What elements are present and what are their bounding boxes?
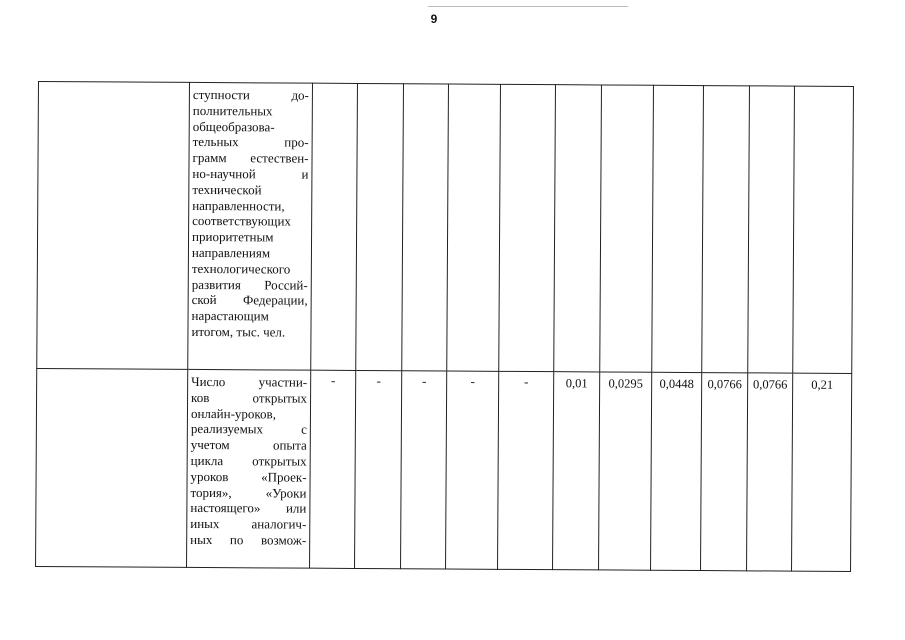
description-line: тория», «Уроки bbox=[190, 484, 307, 501]
table-row bbox=[36, 368, 852, 571]
description-line: ступности до- bbox=[192, 86, 309, 103]
value-cell bbox=[600, 85, 654, 372]
value-cell: - bbox=[310, 370, 356, 568]
value-cell bbox=[356, 83, 404, 370]
description-line: настоящего» или bbox=[190, 500, 307, 517]
description-line: полнительных bbox=[192, 102, 273, 119]
description-line: ской Федерации, bbox=[191, 292, 308, 309]
value-cell: - bbox=[446, 371, 499, 569]
value-cell bbox=[702, 86, 750, 373]
value-cell: - bbox=[355, 370, 402, 568]
indicator-description bbox=[187, 369, 311, 568]
value-cell bbox=[447, 84, 501, 371]
value-cell bbox=[793, 86, 854, 373]
value-cell bbox=[652, 85, 704, 372]
description-line: грамм естествен- bbox=[192, 150, 309, 166]
value-cell bbox=[311, 83, 358, 370]
value-cell bbox=[499, 84, 556, 371]
description-line: ков открытых bbox=[191, 389, 308, 406]
description-line: цикла открытых bbox=[190, 452, 307, 469]
description-line: соответствующих bbox=[192, 213, 291, 229]
page-number: 9 bbox=[430, 12, 438, 26]
description-line: уроков «Проек- bbox=[190, 468, 307, 485]
value-cell: 0,0448 bbox=[651, 372, 702, 570]
description-line: но-научной и bbox=[192, 165, 309, 182]
table-container bbox=[35, 81, 854, 572]
description-line: онлайн-уроков, bbox=[190, 405, 277, 422]
value-cell: 0,01 bbox=[553, 372, 600, 570]
description-line: технологического bbox=[191, 260, 291, 277]
description-line: приоритетным bbox=[192, 229, 274, 245]
description-line: иных аналогич- bbox=[190, 516, 307, 532]
description-line: тельных про- bbox=[192, 134, 309, 151]
row-label-cell bbox=[37, 82, 190, 370]
indicators-table bbox=[35, 81, 854, 572]
description-line: направлениям bbox=[191, 244, 271, 261]
value-cell: - bbox=[498, 371, 554, 569]
description-line: направленности, bbox=[192, 197, 285, 214]
description-line: ных по возмож- bbox=[190, 531, 307, 548]
value-cell: 0,21 bbox=[792, 373, 852, 571]
description-line: развития Россий- bbox=[191, 276, 308, 293]
value-cell: 0,0295 bbox=[599, 372, 652, 570]
description-line: реализуемых с bbox=[190, 421, 307, 438]
description-line: технической bbox=[192, 181, 262, 198]
top-rule bbox=[428, 6, 628, 7]
value-cell: - bbox=[401, 371, 447, 569]
value-cell: 0,0766 bbox=[701, 373, 748, 571]
table-row bbox=[37, 82, 854, 374]
row-label-cell bbox=[36, 368, 188, 567]
description-line: общеобразова- bbox=[192, 118, 275, 135]
value-cell bbox=[748, 86, 795, 373]
description-line: нарастающим bbox=[191, 308, 269, 324]
description-line: Число участни- bbox=[191, 373, 308, 390]
indicator-description bbox=[188, 82, 313, 370]
description-line: учетом опыта bbox=[190, 437, 307, 453]
description-line: итогом, тыс. чел. bbox=[191, 323, 286, 340]
value-cell bbox=[402, 84, 449, 371]
value-cell: 0,0766 bbox=[747, 373, 793, 571]
value-cell bbox=[554, 85, 602, 372]
